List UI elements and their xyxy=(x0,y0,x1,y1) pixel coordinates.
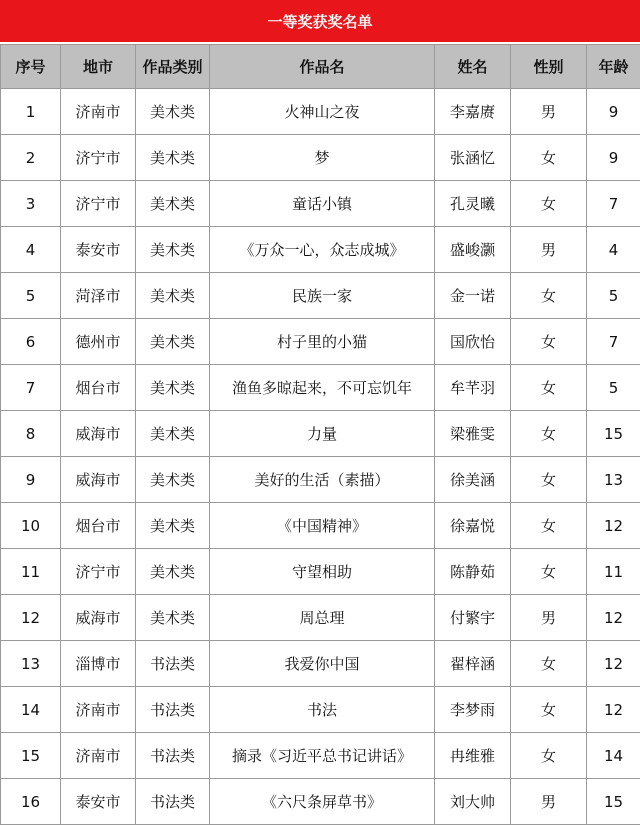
cell-work-title: 《中国精神》 xyxy=(210,503,435,549)
cell-name: 冉维雅 xyxy=(435,733,511,779)
cell-city: 济宁市 xyxy=(61,181,136,227)
cell-name: 付繁宇 xyxy=(435,595,511,641)
table-row xyxy=(1,641,640,687)
table-body xyxy=(1,89,640,825)
cell-age: 7 xyxy=(587,319,640,365)
cell-category: 美术类 xyxy=(136,457,210,503)
cell-index: 1 xyxy=(1,89,61,135)
cell-category: 美术类 xyxy=(136,273,210,319)
table-row xyxy=(1,411,640,457)
cell-gender: 女 xyxy=(511,181,587,227)
cell-gender: 女 xyxy=(511,411,587,457)
cell-age: 9 xyxy=(587,89,640,135)
cell-work-title: 梦 xyxy=(210,135,435,181)
header-category: 作品类别 xyxy=(136,45,210,89)
cell-gender: 女 xyxy=(511,733,587,779)
table-row xyxy=(1,457,640,503)
cell-gender: 男 xyxy=(511,595,587,641)
table-row xyxy=(1,733,640,779)
page-title: 一等奖获奖名单 xyxy=(0,0,640,44)
header-index: 序号 xyxy=(1,45,61,89)
cell-age: 7 xyxy=(587,181,640,227)
cell-name: 徐嘉悦 xyxy=(435,503,511,549)
cell-work-title: 力量 xyxy=(210,411,435,457)
cell-index: 3 xyxy=(1,181,61,227)
cell-category: 书法类 xyxy=(136,733,210,779)
cell-age: 15 xyxy=(587,779,640,825)
cell-name: 陈静茹 xyxy=(435,549,511,595)
cell-name: 国欣怡 xyxy=(435,319,511,365)
table-row xyxy=(1,687,640,733)
cell-city: 威海市 xyxy=(61,595,136,641)
cell-city: 烟台市 xyxy=(61,503,136,549)
table-row xyxy=(1,595,640,641)
cell-category: 美术类 xyxy=(136,411,210,457)
cell-city: 泰安市 xyxy=(61,227,136,273)
cell-index: 7 xyxy=(1,365,61,411)
cell-index: 15 xyxy=(1,733,61,779)
cell-name: 梁雅雯 xyxy=(435,411,511,457)
cell-city: 济南市 xyxy=(61,733,136,779)
cell-name: 金一诺 xyxy=(435,273,511,319)
cell-work-title: 童话小镇 xyxy=(210,181,435,227)
header-name: 姓名 xyxy=(435,45,511,89)
cell-age: 12 xyxy=(587,503,640,549)
cell-gender: 女 xyxy=(511,641,587,687)
cell-work-title: 火神山之夜 xyxy=(210,89,435,135)
cell-work-title: 书法 xyxy=(210,687,435,733)
cell-age: 14 xyxy=(587,733,640,779)
cell-city: 济宁市 xyxy=(61,549,136,595)
cell-work-title: 村子里的小猫 xyxy=(210,319,435,365)
cell-work-title: 《万众一心，众志成城》 xyxy=(210,227,435,273)
table-row xyxy=(1,89,640,135)
cell-name: 孔灵曦 xyxy=(435,181,511,227)
cell-category: 美术类 xyxy=(136,181,210,227)
cell-city: 烟台市 xyxy=(61,365,136,411)
cell-name: 张涵忆 xyxy=(435,135,511,181)
cell-index: 10 xyxy=(1,503,61,549)
cell-city: 菏泽市 xyxy=(61,273,136,319)
cell-category: 书法类 xyxy=(136,641,210,687)
cell-city: 威海市 xyxy=(61,457,136,503)
cell-index: 2 xyxy=(1,135,61,181)
cell-work-title: 我爱你中国 xyxy=(210,641,435,687)
header-age: 年龄 xyxy=(587,45,640,89)
cell-gender: 男 xyxy=(511,89,587,135)
cell-age: 5 xyxy=(587,273,640,319)
cell-work-title: 渔鱼多晾起来，不可忘饥年 xyxy=(210,365,435,411)
cell-gender: 男 xyxy=(511,779,587,825)
cell-work-title: 摘录《习近平总书记讲话》 xyxy=(210,733,435,779)
cell-age: 12 xyxy=(587,641,640,687)
cell-name: 李梦雨 xyxy=(435,687,511,733)
table-row xyxy=(1,273,640,319)
table-row xyxy=(1,779,640,825)
cell-name: 牟芊羽 xyxy=(435,365,511,411)
table-header-row xyxy=(1,45,640,89)
cell-gender: 女 xyxy=(511,135,587,181)
cell-gender: 女 xyxy=(511,273,587,319)
cell-category: 美术类 xyxy=(136,227,210,273)
cell-age: 15 xyxy=(587,411,640,457)
table-row xyxy=(1,503,640,549)
cell-category: 书法类 xyxy=(136,687,210,733)
cell-index: 11 xyxy=(1,549,61,595)
table-row xyxy=(1,227,640,273)
cell-gender: 女 xyxy=(511,687,587,733)
cell-index: 8 xyxy=(1,411,61,457)
header-gender: 性别 xyxy=(511,45,587,89)
cell-index: 6 xyxy=(1,319,61,365)
cell-category: 美术类 xyxy=(136,503,210,549)
cell-index: 14 xyxy=(1,687,61,733)
cell-age: 12 xyxy=(587,595,640,641)
cell-age: 4 xyxy=(587,227,640,273)
cell-city: 德州市 xyxy=(61,319,136,365)
cell-city: 威海市 xyxy=(61,411,136,457)
cell-age: 12 xyxy=(587,687,640,733)
cell-work-title: 《六尺条屏草书》 xyxy=(210,779,435,825)
cell-index: 16 xyxy=(1,779,61,825)
table-row xyxy=(1,135,640,181)
cell-index: 5 xyxy=(1,273,61,319)
cell-category: 美术类 xyxy=(136,319,210,365)
cell-gender: 女 xyxy=(511,503,587,549)
cell-gender: 女 xyxy=(511,457,587,503)
cell-city: 济宁市 xyxy=(61,135,136,181)
cell-name: 李嘉赓 xyxy=(435,89,511,135)
cell-age: 13 xyxy=(587,457,640,503)
cell-work-title: 守望相助 xyxy=(210,549,435,595)
cell-city: 济南市 xyxy=(61,89,136,135)
cell-work-title: 周总理 xyxy=(210,595,435,641)
cell-category: 美术类 xyxy=(136,549,210,595)
cell-name: 盛峻灏 xyxy=(435,227,511,273)
cell-gender: 女 xyxy=(511,365,587,411)
cell-age: 11 xyxy=(587,549,640,595)
table-row xyxy=(1,319,640,365)
table-row xyxy=(1,181,640,227)
cell-age: 9 xyxy=(587,135,640,181)
cell-category: 美术类 xyxy=(136,365,210,411)
cell-name: 徐美涵 xyxy=(435,457,511,503)
table-row xyxy=(1,549,640,595)
table-row xyxy=(1,365,640,411)
cell-city: 淄博市 xyxy=(61,641,136,687)
winners-table xyxy=(0,44,640,825)
cell-category: 美术类 xyxy=(136,89,210,135)
cell-name: 刘大帅 xyxy=(435,779,511,825)
header-work-title: 作品名 xyxy=(210,45,435,89)
cell-gender: 女 xyxy=(511,319,587,365)
cell-index: 12 xyxy=(1,595,61,641)
cell-age: 5 xyxy=(587,365,640,411)
cell-work-title: 民族一家 xyxy=(210,273,435,319)
cell-category: 书法类 xyxy=(136,779,210,825)
cell-gender: 男 xyxy=(511,227,587,273)
cell-index: 13 xyxy=(1,641,61,687)
cell-name: 翟梓涵 xyxy=(435,641,511,687)
cell-work-title: 美好的生活（素描） xyxy=(210,457,435,503)
cell-gender: 女 xyxy=(511,549,587,595)
cell-category: 美术类 xyxy=(136,135,210,181)
cell-index: 9 xyxy=(1,457,61,503)
cell-category: 美术类 xyxy=(136,595,210,641)
cell-index: 4 xyxy=(1,227,61,273)
cell-city: 济南市 xyxy=(61,687,136,733)
cell-city: 泰安市 xyxy=(61,779,136,825)
header-city: 地市 xyxy=(61,45,136,89)
